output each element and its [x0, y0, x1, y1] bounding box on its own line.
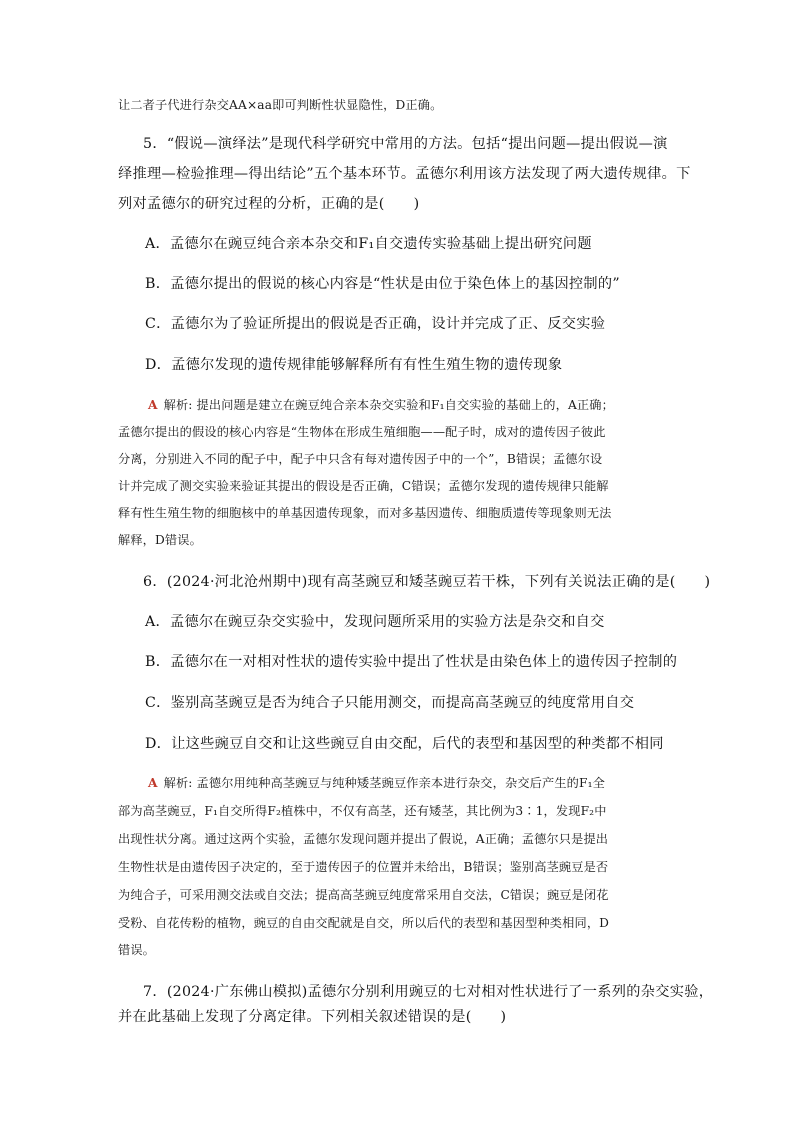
q5-explanation-line-4: 计并完成了测交实验来验证其提出的假设是否正确，C错误；孟德尔发现的遗传规律只能解 — [118, 479, 609, 493]
q5-explanation-line-5: 释有性生殖生物的细胞核中的单基因遗传现象，而对多基因遗传、细胞质遗传等现象则无法 — [118, 506, 612, 520]
q7-stem-line-2: 并在此基础上发现了分离定律。下列相关叙述错误的是( ) — [118, 1009, 507, 1025]
q5-option-d[interactable]: D．孟德尔发现的遗传规律能够解释所有有性生殖生物的遗传现象 — [145, 357, 563, 373]
q5-explanation-line-2: 孟德尔提出的假设的核心内容是“生物体在形成生殖细胞——配子时，成对的遗传因子彼此 — [118, 425, 606, 439]
q5-stem-line-1: 5．“假说—演绎法”是现代科学研究中常用的方法。包括“提出问题—提出假说—演 — [143, 136, 668, 152]
q5-option-a[interactable]: A．孟德尔在豌豆纯合亲本杂交和F₁自交遗传实验基础上提出研究问题 — [145, 236, 592, 252]
q6-explanation-line-6: 受粉、自花传粉的植物，豌豆的自由交配就是自交，所以后代的表型和基因型种类相同，D — [118, 916, 610, 930]
q6-option-c[interactable]: C．鉴别高茎豌豆是否为纯合子只能用测交，而提高高茎豌豆的纯度常用自交 — [145, 695, 635, 711]
q5-explanation-line-3: 分离，分别进入不同的配子中，配子中只含有每对遗传因子中的一个”，B错误；孟德尔设 — [118, 452, 603, 466]
q5-explain-text-1: 提出问题是建立在豌豆纯合亲本杂交实验和F₁自交实验的基础上的，A正确； — [196, 398, 614, 412]
q6-explanation-line-7: 错误。 — [118, 943, 156, 957]
q5-stem-line-2: 绎推理—检验推理—得出结论”五个基本环节。孟德尔利用该方法发现了两大遗传规律。下 — [118, 166, 691, 182]
q6-explanation-line-2: 部为高茎豌豆，F₁自交所得F₂植株中，不仅有高茎，还有矮茎，其比例为3∶1，发现F₂中 — [118, 804, 607, 818]
q5-explain-label: 解析: — [163, 398, 193, 412]
q7-stem-line-1: 7．(2024·广东佛山模拟)孟德尔分别利用豌豆的七对相对性状进行了一系列的杂交实验， — [143, 984, 714, 1000]
q6-option-b[interactable]: B．孟德尔在一对相对性状的遗传实验中提出了性状是由染色体上的遗传因子控制的 — [145, 654, 678, 670]
q6-option-d[interactable]: D．让这些豌豆自交和让这些豌豆自由交配，后代的表型和基因型的种类都不相同 — [145, 736, 664, 752]
q6-explanation-line-3: 出现性状分离。通过这两个实验，孟德尔发现问题并提出了假说，A正确；孟德尔只是提出 — [118, 832, 609, 846]
q5-explanation-line-1 — [148, 396, 614, 413]
q6-explanation-line-1 — [148, 774, 605, 791]
q6-answer-letter: A — [148, 776, 158, 790]
q5-option-c[interactable]: C．孟德尔为了验证所提出的假说是否正确，设计并完成了正、反交实验 — [145, 316, 606, 332]
q6-explain-text-1: 孟德尔用纯种高茎豌豆与纯种矮茎豌豆作亲本进行杂交，杂交后产生的F₁全 — [196, 776, 605, 790]
q6-stem-line-1: 6．(2024·河北沧州期中)现有高茎豌豆和矮茎豌豆若干株，下列有关说法正确的是( ) — [143, 574, 711, 590]
q5-answer-letter: A — [148, 398, 158, 412]
q6-option-a[interactable]: A．孟德尔在豌豆杂交实验中，发现问题所采用的实验方法是杂交和自交 — [145, 614, 605, 630]
q5-stem-line-3: 列对孟德尔的研究过程的分析，正确的是( ) — [118, 196, 420, 212]
q5-option-b[interactable]: B．孟德尔提出的假说的核心内容是“性状是由位于染色体上的基因控制的” — [145, 276, 620, 292]
q4-explanation-tail: 让二者子代进行杂交AA×aa即可判断性状显隐性，D正确。 — [118, 98, 443, 112]
q6-explanation-line-5: 为纯合子，可采用测交法或自交法；提高高茎豌豆纯度常采用自交法，C错误；豌豆是闭花 — [118, 888, 609, 902]
q6-explain-label: 解析: — [163, 776, 193, 790]
q5-explanation-line-6: 解释，D错误。 — [118, 533, 202, 547]
q6-explanation-line-4: 生物性状是由遗传因子决定的，至于遗传因子的位置并未给出，B错误；鉴别高茎豌豆是否 — [118, 860, 609, 874]
